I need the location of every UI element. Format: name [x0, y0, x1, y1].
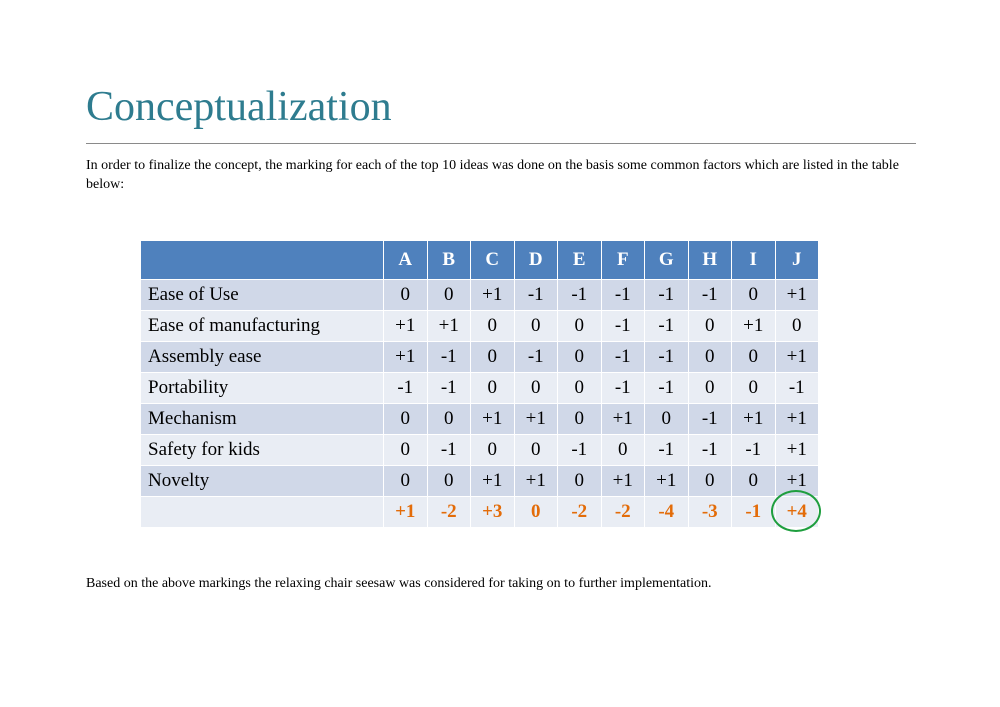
table-row: [141, 466, 819, 497]
table-cell: 0: [732, 466, 776, 497]
table-cell: -1: [601, 373, 645, 404]
table-cell: 0: [558, 404, 602, 435]
table-cell: -1: [601, 280, 645, 311]
table-cell: -1: [732, 435, 776, 466]
table-cell: 0: [688, 466, 732, 497]
totals-label-cell: [141, 497, 384, 528]
totals-row: [141, 497, 819, 528]
table-cell: 0: [688, 342, 732, 373]
row-label: Novelty: [141, 466, 384, 497]
table-cell: -1: [645, 311, 689, 342]
table-cell: -1: [688, 280, 732, 311]
table-cell: 0: [732, 342, 776, 373]
table-cell: 0: [471, 342, 515, 373]
table-cell: -1: [645, 342, 689, 373]
total-cell: +3: [471, 497, 515, 528]
table-cell: +1: [427, 311, 471, 342]
column-header: D: [514, 241, 558, 280]
row-label: Portability: [141, 373, 384, 404]
table-cell: -1: [688, 404, 732, 435]
column-header: B: [427, 241, 471, 280]
total-cell: +1: [384, 497, 428, 528]
table-row: [141, 342, 819, 373]
table-cell: +1: [775, 342, 819, 373]
table-row: [141, 435, 819, 466]
table-cell: 0: [471, 311, 515, 342]
table-cell: -1: [775, 373, 819, 404]
table-cell: 0: [384, 280, 428, 311]
table-cell: +1: [645, 466, 689, 497]
winning-total-cell: [775, 497, 819, 528]
table-cell: 0: [514, 311, 558, 342]
table-cell: 0: [732, 280, 776, 311]
header-corner-cell: [141, 241, 384, 280]
table-cell: 0: [427, 466, 471, 497]
table-cell: -1: [601, 311, 645, 342]
total-cell: -2: [558, 497, 602, 528]
row-label: Ease of Use: [141, 280, 384, 311]
table-cell: +1: [775, 435, 819, 466]
table-cell: +1: [514, 466, 558, 497]
table-cell: 0: [558, 466, 602, 497]
column-header: C: [471, 241, 515, 280]
column-header: A: [384, 241, 428, 280]
total-cell: -3: [688, 497, 732, 528]
column-header: I: [732, 241, 776, 280]
row-label: Mechanism: [141, 404, 384, 435]
table-cell: -1: [601, 342, 645, 373]
table-row: [141, 280, 819, 311]
table-cell: -1: [427, 435, 471, 466]
total-cell: 0: [514, 497, 558, 528]
table-cell: -1: [558, 435, 602, 466]
table-cell: 0: [514, 435, 558, 466]
total-cell: -4: [645, 497, 689, 528]
decision-matrix-table: [140, 240, 819, 528]
table-cell: +1: [601, 466, 645, 497]
column-header: F: [601, 241, 645, 280]
table-cell: -1: [645, 280, 689, 311]
table-cell: -1: [384, 373, 428, 404]
total-cell: -2: [601, 497, 645, 528]
row-label: Assembly ease: [141, 342, 384, 373]
total-cell: -1: [732, 497, 776, 528]
table-cell: 0: [688, 373, 732, 404]
table-cell: 0: [427, 404, 471, 435]
winning-total-value: +4: [786, 501, 807, 522]
table-cell: +1: [514, 404, 558, 435]
table-cell: 0: [601, 435, 645, 466]
table-cell: 0: [384, 404, 428, 435]
table-cell: 0: [384, 435, 428, 466]
row-label: Ease of manufacturing: [141, 311, 384, 342]
table-cell: -1: [645, 373, 689, 404]
column-header: J: [775, 241, 819, 280]
table-row: [141, 404, 819, 435]
title-divider: [86, 143, 916, 144]
table-cell: 0: [427, 280, 471, 311]
table-cell: 0: [645, 404, 689, 435]
table-row: [141, 373, 819, 404]
column-header: G: [645, 241, 689, 280]
table-cell: -1: [514, 280, 558, 311]
table-cell: +1: [775, 466, 819, 497]
table-cell: +1: [732, 311, 776, 342]
intro-paragraph: In order to finalize the concept, the marking for each of the top 10 ideas was done on the basis some common factors which are listed in the table below:: [86, 158, 899, 192]
conclusion-paragraph: Based on the above markings the relaxing chair seesaw was considered for taking on to further implementation.: [86, 576, 712, 591]
table-cell: -1: [688, 435, 732, 466]
table-cell: 0: [775, 311, 819, 342]
table-header-row: [141, 241, 819, 280]
row-label: Safety for kids: [141, 435, 384, 466]
table-cell: -1: [514, 342, 558, 373]
table-cell: 0: [558, 311, 602, 342]
table-cell: 0: [514, 373, 558, 404]
page-title: Conceptualization: [86, 84, 392, 130]
table-cell: 0: [558, 373, 602, 404]
table-cell: +1: [384, 342, 428, 373]
table-cell: 0: [471, 435, 515, 466]
table-cell: +1: [471, 466, 515, 497]
table-cell: +1: [775, 404, 819, 435]
table-cell: -1: [645, 435, 689, 466]
table-cell: -1: [427, 373, 471, 404]
table-cell: -1: [558, 280, 602, 311]
table-cell: 0: [384, 466, 428, 497]
table-cell: +1: [775, 280, 819, 311]
column-header: H: [688, 241, 732, 280]
table-cell: +1: [471, 404, 515, 435]
table-cell: 0: [471, 373, 515, 404]
table-cell: 0: [688, 311, 732, 342]
table-cell: +1: [732, 404, 776, 435]
table-cell: -1: [427, 342, 471, 373]
table-cell: 0: [732, 373, 776, 404]
table-cell: +1: [471, 280, 515, 311]
column-header: E: [558, 241, 602, 280]
total-cell: -2: [427, 497, 471, 528]
table-row: [141, 311, 819, 342]
table-cell: 0: [558, 342, 602, 373]
table-cell: +1: [384, 311, 428, 342]
table-cell: +1: [601, 404, 645, 435]
